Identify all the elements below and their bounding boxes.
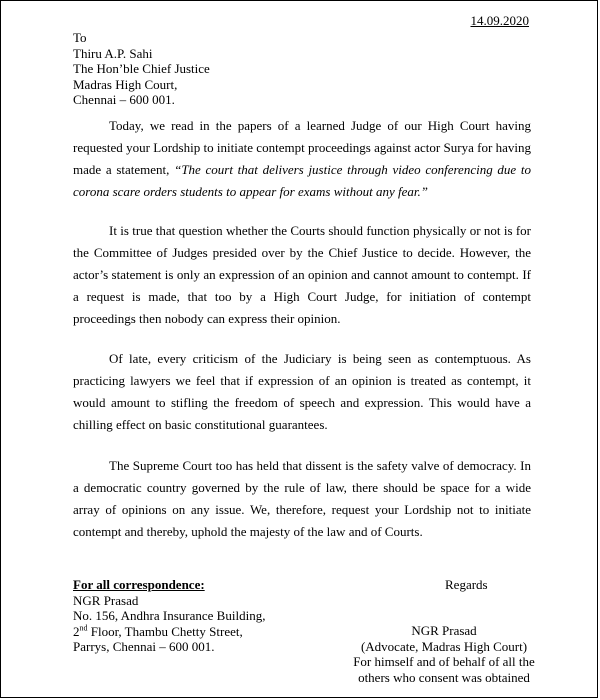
correspondence-address-line: 2nd Floor, Thambu Chetty Street, bbox=[73, 623, 243, 639]
signatory-note: others who consent was obtained bbox=[358, 669, 530, 685]
regards-label: Regards bbox=[445, 577, 488, 592]
signatory-note: For himself and of behalf of all the bbox=[353, 654, 535, 669]
correspondence-title: For all correspondence: bbox=[73, 577, 205, 592]
correspondence-block bbox=[73, 577, 265, 655]
body-paragraph-3: Of late, every criticism of the Judiciary is being seen as contemptuous. As practicing lawyers we feel that if expression of an opinion is treated as contempt, it would amount to stifling the freedom of speech and expression. This would have a chilling effect on basic constitutional guarantees. bbox=[73, 351, 531, 432]
body-paragraph-4: The Supreme Court too has held that dissent is the safety valve of democracy. In a democratic country governed by the rule of law, there should be space for a wide array of opinions on any issue. We, therefore, request your Lordship not to initiate contempt and thereby, uphold the majesty of the law and of Courts. bbox=[73, 458, 531, 539]
correspondence-name: NGR Prasad bbox=[73, 592, 139, 608]
recipient-address bbox=[73, 30, 210, 108]
address-line: Madras High Court, bbox=[73, 76, 178, 92]
body-paragraph-2: It is true that question whether the Courts should function physically or not is for the Committee of Judges presided over by the Chief Justice to decide. However, the actor’s statement is only an expression of an opinion and cannot amount to contempt. If a request is made, that too by a High Court Judge, for initiation of contempt proceedings then nobody can express their opinion. bbox=[73, 223, 531, 326]
letter-date: 14.09.2020 bbox=[470, 13, 529, 28]
address-line: Chennai – 600 001. bbox=[73, 92, 175, 107]
correspondence-address-line: No. 156, Andhra Insurance Building, bbox=[73, 608, 266, 623]
signature-block bbox=[337, 623, 551, 685]
address-line: The Hon’ble Chief Justice bbox=[73, 61, 210, 76]
signatory-name: NGR Prasad bbox=[411, 623, 477, 638]
address-line: Thiru A.P. Sahi bbox=[73, 45, 153, 61]
signatory-title: (Advocate, Madras High Court) bbox=[360, 638, 528, 654]
quoted-statement: “The court that delivers justice through video conferencing due to corona scare orders students to appear for exams without any fear.” bbox=[73, 162, 531, 199]
body-paragraph-1 bbox=[73, 115, 531, 203]
paragraph-text: Today, we read in the papers of a learned Judge of our High Court having requested your Lordship to initiate contempt proceedings against actor Surya for having made a statement, bbox=[73, 118, 531, 177]
address-line: To bbox=[73, 30, 87, 45]
correspondence-address-line: Parrys, Chennai – 600 001. bbox=[73, 639, 215, 654]
